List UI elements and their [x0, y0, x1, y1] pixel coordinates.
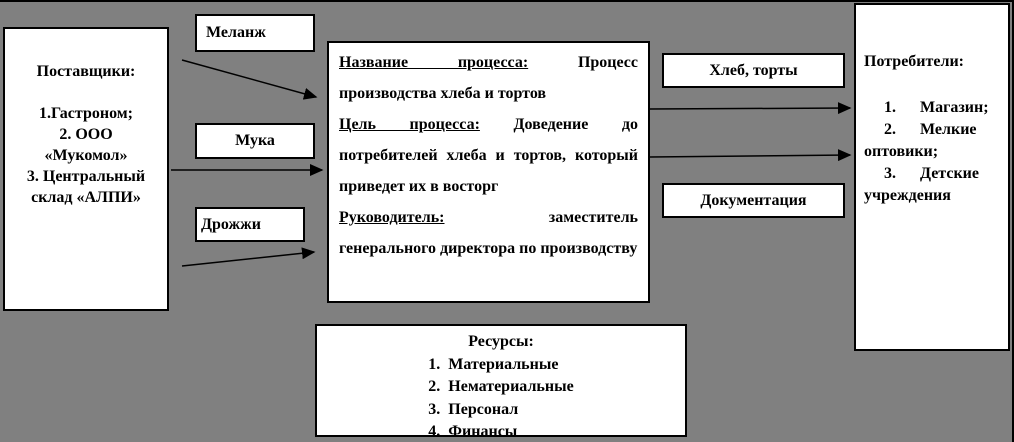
- input-label-melange: [195, 14, 315, 52]
- suppliers-box: [3, 27, 169, 311]
- process-goal-paragraph: [339, 109, 638, 202]
- input-label-yeast: [195, 207, 305, 242]
- consumers-box: [854, 3, 1010, 351]
- resource-item-text: Финансы: [448, 423, 518, 440]
- output-label-bread-cakes: [662, 53, 845, 88]
- suppliers-list: [5, 103, 167, 208]
- input-label-flour: [195, 123, 315, 159]
- flour-label: Мука: [235, 132, 275, 149]
- resource-item-number: 3.: [428, 400, 441, 418]
- arrow-bread-to-consumers: [650, 108, 850, 109]
- consumer-item-number: 1.: [884, 99, 896, 116]
- process-goal-text: Доведение до потребителей хлеба и тортов, который приведет их в восторг: [339, 116, 638, 195]
- consumers-title: Потребители:: [864, 53, 964, 70]
- melange-label: Меланж: [206, 24, 266, 41]
- supplier-item: 2. ООО «Мукомол»: [44, 126, 128, 164]
- supplier-item: 3. Центральный склад «АЛПИ»: [26, 168, 146, 206]
- bread-cakes-label: Хлеб, торты: [709, 61, 798, 79]
- resources-title: Ресурсы:: [468, 333, 534, 350]
- resource-item-number: 1.: [428, 355, 441, 373]
- process-description-box: [327, 41, 650, 303]
- consumer-item-text: Детские учреждения: [864, 165, 979, 204]
- output-label-documentation: [662, 183, 845, 218]
- consumer-item-text: Магазин;: [920, 99, 989, 116]
- resource-item: [428, 421, 573, 442]
- documentation-label: Документация: [700, 191, 807, 209]
- resource-item-text: Персонал: [448, 400, 519, 418]
- arrow-docs-to-consumers: [650, 155, 850, 157]
- resources-box: [315, 324, 687, 440]
- consumer-item-number: 3.: [884, 165, 896, 182]
- resource-item: [428, 399, 573, 422]
- arrow-yeast-to-process: [182, 252, 314, 266]
- resource-item-number: 2.: [428, 378, 441, 395]
- resource-item-number: 4.: [428, 423, 441, 440]
- consumers-list: [864, 97, 1006, 207]
- resource-item: [428, 354, 573, 377]
- process-manager-paragraph: [339, 202, 638, 264]
- resources-list: [428, 354, 573, 442]
- resource-item-text: Нематериальные: [448, 378, 574, 395]
- consumer-item: [864, 97, 1006, 119]
- consumer-item-text: Мелкие оптовики;: [864, 121, 977, 160]
- resource-item-text: Материальные: [448, 355, 559, 373]
- arrow-melange-to-process: [182, 60, 316, 97]
- yeast-label: Дрожжи: [201, 215, 261, 233]
- consumer-item: [864, 163, 1006, 207]
- process-name-paragraph: [339, 47, 638, 109]
- consumer-item-number: 2.: [884, 121, 896, 138]
- supplier-item: 1.Гастроном;: [39, 105, 133, 122]
- process-manager-text: заместитель генерального директора по производству: [339, 209, 638, 257]
- resource-item: [428, 376, 573, 399]
- process-name-label: Название процесса:: [339, 54, 529, 71]
- process-manager-label: Руководитель:: [339, 209, 445, 226]
- process-name-text: Процесс производства хлеба и тортов: [339, 54, 638, 102]
- suppliers-title: Поставщики:: [36, 63, 136, 80]
- process-goal-label: Цель процесса:: [339, 116, 480, 133]
- consumer-item: [864, 119, 1006, 163]
